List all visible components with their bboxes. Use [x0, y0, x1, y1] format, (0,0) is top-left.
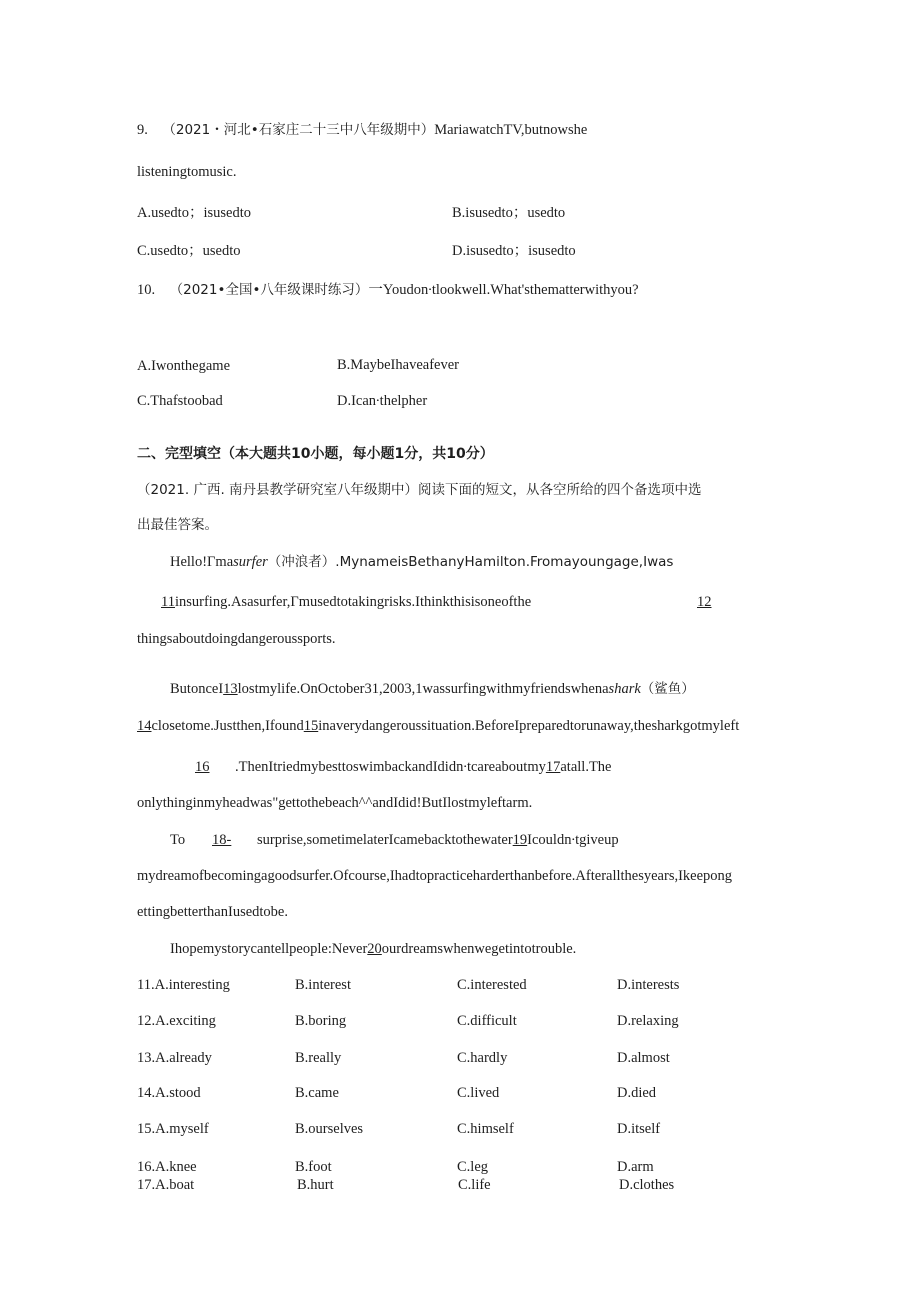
- question-source: （2021•全国•八年级课时练习）: [169, 282, 369, 298]
- text: shark: [608, 681, 641, 697]
- blank-20: 20: [367, 941, 382, 957]
- blank-19: 19: [512, 832, 528, 848]
- blank-14: 14: [137, 718, 152, 734]
- blank-15: 15: [303, 718, 319, 734]
- answer-row: [137, 976, 230, 994]
- answer-option: C.life: [458, 1177, 491, 1193]
- answer-option: B.ourselves: [295, 1121, 364, 1137]
- text: （冲浪者）.MynameisBethanyHamilton.Fromayoungage,Iwas: [267, 554, 674, 570]
- answer-option: D.arm: [617, 1159, 654, 1175]
- answer-row: [137, 1084, 201, 1102]
- text: A.stood: [155, 1085, 201, 1101]
- answer-option: B.hurt: [297, 1177, 334, 1193]
- text: 17.: [137, 1177, 156, 1193]
- option-9c: C.usedto；usedto: [137, 243, 241, 259]
- answer-option: C.interested: [457, 977, 527, 993]
- answer-option: B.really: [295, 1050, 342, 1066]
- question-stem: 一Youdon∙tlookwell.What'sthematterwithyou?: [368, 282, 639, 298]
- answer-option: C.himself: [457, 1121, 514, 1137]
- text: .ThenItriedmybesttoswimbackandIdidn∙tcareaboutmy: [235, 759, 546, 775]
- text: surfer: [233, 554, 268, 570]
- text: 16.: [137, 1159, 156, 1175]
- text: Ihopemystorycantellpeople:Never: [170, 941, 368, 957]
- option-9b: B.isusedto；usedto: [452, 205, 566, 221]
- answer-option: B.interest: [295, 977, 351, 993]
- text: surprise,sometimelaterIcamebacktothewater: [257, 832, 513, 848]
- section-source: （2021. 广西. 南丹县教学研究室八年级期中）阅读下面的短文，从各空所给的四个备选项中选: [137, 482, 702, 498]
- answer-option: B.came: [295, 1085, 339, 1101]
- answer-option: C.leg: [457, 1159, 489, 1175]
- answer-row: [137, 1012, 216, 1030]
- text: A.exciting: [155, 1013, 216, 1029]
- text: 13.: [137, 1050, 156, 1066]
- text: A.knee: [155, 1159, 197, 1175]
- passage-line-4: [170, 680, 695, 698]
- text: inaverydangeroussituation.BeforeIpreparedtorunaway,thesharkgotmyleft: [318, 718, 740, 734]
- section-heading: 二、完型填空（本大题共10小题，每小题1分，共10分）: [137, 446, 494, 462]
- text: A.myself: [155, 1121, 209, 1137]
- answer-option: D.relaxing: [617, 1013, 679, 1029]
- passage-line-7: onlythinginmyheadwas"gettothebeach^^andIdid!ButIlostmyleftarm.: [137, 795, 533, 811]
- answer-row: [137, 1049, 212, 1067]
- blank-17: 17: [545, 759, 561, 775]
- answer-row: [137, 1158, 197, 1176]
- question-number: 10.: [137, 282, 156, 298]
- text: ButonceI: [170, 681, 224, 697]
- section-source-cont: 出最佳答案。: [137, 517, 218, 533]
- text: A.interesting: [154, 977, 230, 993]
- passage-line-5: [137, 717, 739, 735]
- blank-11: 11: [161, 594, 175, 610]
- answer-option: C.hardly: [457, 1050, 508, 1066]
- answer-option: B.boring: [295, 1013, 347, 1029]
- text: ourdreamswhenwegetintotrouble.: [381, 941, 577, 957]
- text: closetome.Justthen,Ifound: [151, 718, 304, 734]
- blank-18: 18-: [212, 832, 232, 848]
- answer-option: C.difficult: [457, 1013, 517, 1029]
- blank-16: 16: [195, 759, 210, 775]
- question-stem: MariawatchTV,butnowshe: [434, 122, 588, 138]
- passage-line-2: [161, 593, 531, 611]
- option-10b: B.MaybeIhaveafever: [337, 357, 459, 373]
- text: lostmylife.OnOctober31,2003,1wassurfingwithmyfriendswhena: [237, 681, 609, 697]
- question-9-stem-cont: listeningtomusic.: [137, 164, 237, 180]
- question-source: （2021・河北•石家庄二十三中八年级期中）: [162, 122, 435, 138]
- option-9d: D.isusedto；isusedto: [452, 243, 576, 259]
- passage-line-6: [235, 758, 612, 776]
- option-10a: A.Iwonthegame: [137, 358, 231, 374]
- answer-row: [137, 1176, 194, 1194]
- answer-option: B.foot: [295, 1159, 332, 1175]
- passage-line-11: [170, 940, 576, 958]
- text: 14.: [137, 1085, 156, 1101]
- text: 12.: [137, 1013, 156, 1029]
- option-9a: A.usedto；isusedto: [137, 205, 251, 221]
- answer-option: D.almost: [617, 1050, 670, 1066]
- blank-13: 13: [223, 681, 238, 697]
- text: Icouldn∙tgiveup: [527, 832, 619, 848]
- answer-option: D.interests: [617, 977, 680, 993]
- answer-row: [137, 1120, 209, 1138]
- question-number: 9.: [137, 122, 148, 138]
- passage-line-3: thingsaboutdoingdangeroussports.: [137, 631, 336, 647]
- answer-option: D.died: [617, 1085, 657, 1101]
- text: A.already: [155, 1050, 212, 1066]
- option-10c: C.Thafstoobad: [137, 393, 223, 409]
- passage-line-1: [170, 553, 673, 571]
- passage-to: To: [170, 832, 186, 848]
- question-10: [137, 281, 639, 299]
- text: atall.The: [560, 759, 612, 775]
- text: insurfing.Asasurfer,Γmusedtotakingrisks.Ithinkthisisoneofthe: [174, 594, 532, 610]
- question-9: [137, 121, 587, 139]
- answer-option: C.lived: [457, 1085, 500, 1101]
- passage-line-10: ettingbetterthanIusedtobe.: [137, 904, 288, 920]
- answer-option: D.itself: [617, 1121, 661, 1137]
- blank-12: 12: [697, 594, 712, 610]
- text: 11.: [137, 977, 155, 993]
- option-10d: D.Ican∙thelpher: [337, 393, 428, 409]
- text: （鲨鱼）: [640, 681, 695, 697]
- answer-option: D.clothes: [619, 1177, 675, 1193]
- passage-line-9: mydreamofbecomingagoodsurfer.Ofcourse,Ihadtopracticeharderthanbefore.Afterallthesyears,Ikeepong: [137, 868, 733, 884]
- text: Hello!Γma: [170, 554, 234, 570]
- text: 15.: [137, 1121, 156, 1137]
- passage-line-8: [257, 831, 619, 849]
- text: A.boat: [155, 1177, 195, 1193]
